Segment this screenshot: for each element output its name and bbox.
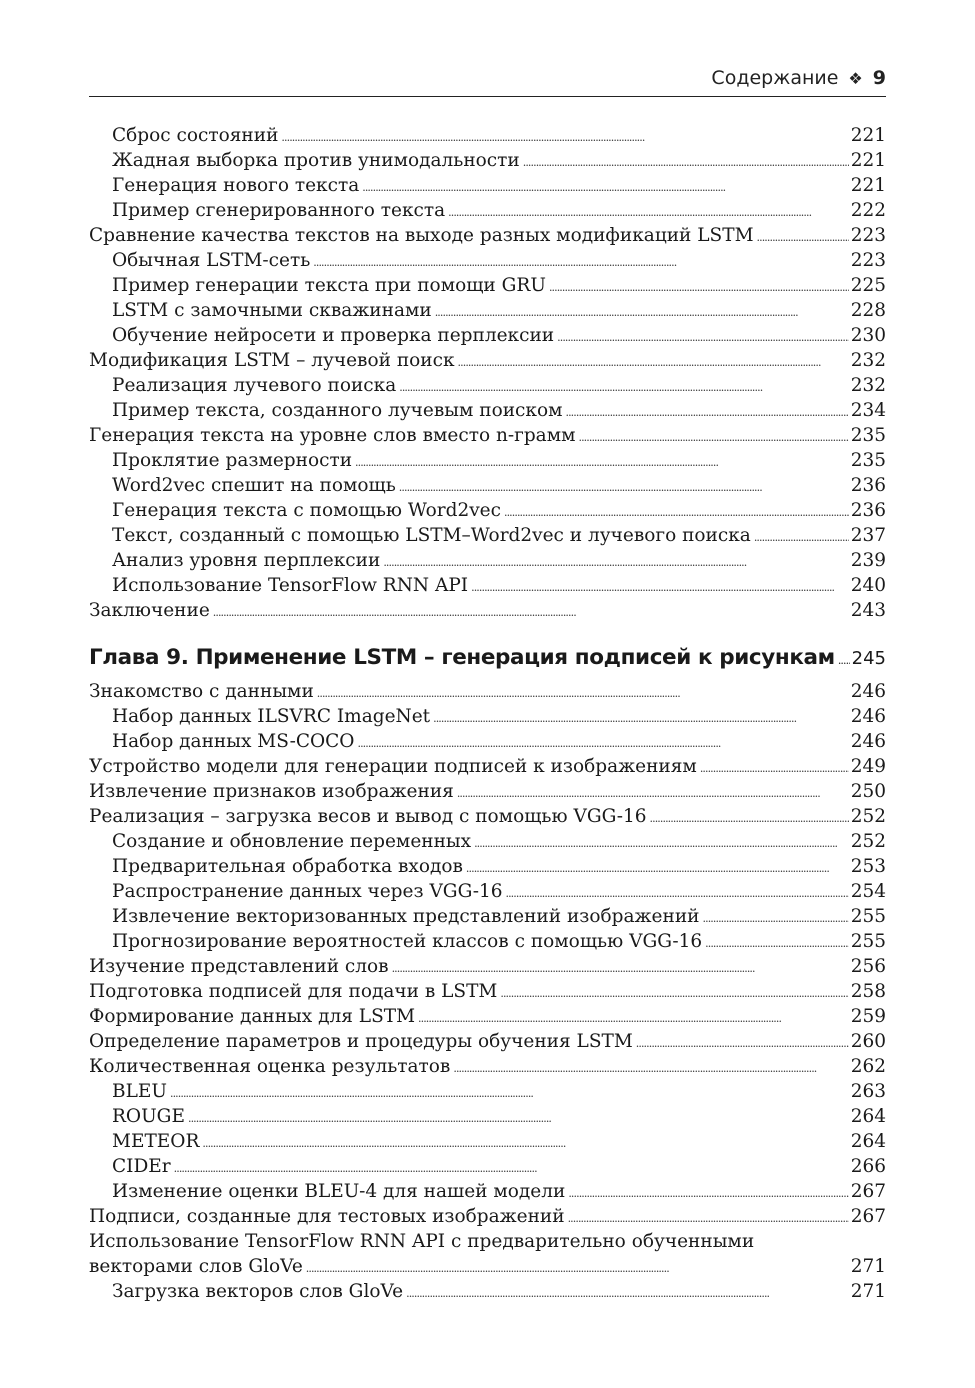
entry-page: 271 — [850, 1256, 886, 1277]
toc-entry — [89, 1179, 886, 1204]
entry-page: 221 — [850, 125, 886, 146]
toc-entry — [89, 1129, 886, 1154]
toc-entry — [89, 829, 886, 854]
toc-section-top — [89, 123, 886, 623]
leader-dots — [466, 854, 849, 881]
entry-page: 255 — [850, 906, 886, 927]
entry-title: Генерация нового текста — [112, 175, 360, 196]
entry-title: Сброс состояний — [112, 125, 279, 146]
chapter-title: Глава 9. Применение LSTM – генерация подписей к рисункам — [89, 645, 835, 670]
toc-entry — [89, 148, 886, 173]
entry-page: 246 — [850, 706, 886, 727]
entry-page: 243 — [850, 600, 886, 621]
toc-entry — [89, 1279, 886, 1304]
entry-title: Жадная выборка против унимодальности — [112, 150, 520, 171]
leader-dots — [471, 573, 849, 600]
entry-title: Создание и обновление переменных — [112, 831, 472, 852]
entry-page: 223 — [850, 250, 886, 271]
entry-page: 246 — [850, 681, 886, 702]
entry-page: 239 — [850, 550, 886, 571]
entry-page: 250 — [850, 781, 886, 802]
entry-title: Предварительная обработка входов — [112, 856, 463, 877]
entry-title: BLEU — [112, 1081, 167, 1102]
entry-title: Набор данных MS-COCO — [112, 731, 355, 752]
leader-dots — [399, 373, 848, 400]
entry-page: 240 — [850, 575, 886, 596]
leader-dots — [170, 1079, 849, 1106]
entry-page: 249 — [850, 756, 886, 777]
entry-title: Word2vec спешит на помощь — [112, 475, 396, 496]
leader-dots — [566, 398, 849, 425]
entry-page: 267 — [850, 1181, 886, 1202]
leader-dots — [636, 1029, 849, 1056]
leader-dots — [568, 1204, 849, 1231]
leader-dots — [317, 679, 849, 706]
leader-dots — [457, 779, 849, 806]
toc-entry — [89, 679, 886, 704]
entry-page: 260 — [850, 1031, 886, 1052]
leader-dots — [435, 298, 849, 325]
entry-page: 254 — [850, 881, 886, 902]
toc-entry — [89, 273, 886, 298]
toc-entry — [89, 1204, 886, 1229]
leader-dots — [355, 448, 849, 475]
leader-dots — [357, 729, 848, 756]
entry-title: Проклятие размерности — [112, 450, 353, 471]
toc-entry — [89, 1004, 886, 1029]
entry-page: 235 — [850, 425, 886, 446]
toc-entry — [89, 929, 886, 954]
entry-page: 221 — [850, 175, 886, 196]
toc-entry-wrapped-line2 — [89, 1254, 886, 1279]
toc-entry — [89, 804, 886, 829]
leader-dots — [306, 1254, 849, 1281]
leader-dots — [433, 704, 849, 731]
entry-title: Использование TensorFlow RNN API с предварительно обученными — [89, 1231, 755, 1252]
toc-entry-wrapped-line1 — [89, 1229, 886, 1254]
toc-entry — [89, 854, 886, 879]
entry-title: Знакомство с данными — [89, 681, 314, 702]
toc-entry — [89, 123, 886, 148]
entry-title: Формирование данных для LSTM — [89, 1006, 416, 1027]
leader-dots — [453, 1054, 848, 1081]
running-header — [89, 60, 886, 97]
leader-dots — [313, 248, 848, 275]
leader-dots — [174, 1154, 849, 1181]
entry-page: 264 — [850, 1106, 886, 1127]
entry-page: 267 — [850, 1206, 886, 1227]
entry-title: ROUGE — [112, 1106, 185, 1127]
entry-title: Реализация лучевого поиска — [112, 375, 397, 396]
toc-entry — [89, 979, 886, 1004]
entry-page: 252 — [850, 831, 886, 852]
entry-page: 252 — [850, 806, 886, 827]
entry-title: Изучение представлений слов — [89, 956, 389, 977]
entry-title: Определение параметров и процедуры обучения LSTM — [89, 1031, 633, 1052]
entry-title: Сравнение качества текстов на выходе разных модификаций LSTM — [89, 225, 754, 246]
entry-title: векторами слов GloVe — [89, 1256, 303, 1277]
entry-title: Генерация текста с помощью Word2vec — [112, 500, 501, 521]
toc-entry — [89, 323, 886, 348]
entry-page: 223 — [850, 225, 886, 246]
toc-entry — [89, 398, 886, 423]
toc-entry — [89, 298, 886, 323]
toc-entry — [89, 1154, 886, 1179]
entry-page: 266 — [850, 1156, 886, 1177]
leader-dots — [700, 754, 849, 781]
leader-dots — [703, 904, 849, 931]
toc-entry — [89, 704, 886, 729]
leader-dots — [557, 323, 849, 350]
entry-title: Извлечение признаков изображения — [89, 781, 454, 802]
entry-title: Распространение данных через VGG-16 — [112, 881, 503, 902]
leader-dots — [383, 548, 848, 575]
leader-dots — [500, 979, 848, 1006]
toc-entry — [89, 1079, 886, 1104]
entry-page: 271 — [850, 1281, 886, 1302]
entry-page: 253 — [850, 856, 886, 877]
entry-page: 256 — [850, 956, 886, 977]
leader-dots — [568, 1179, 848, 1206]
toc-entry — [89, 473, 886, 498]
entry-title: Изменение оценки BLEU-4 для нашей модели — [112, 1181, 566, 1202]
toc-entry — [89, 448, 886, 473]
entry-title: Обычная LSTM-сеть — [112, 250, 311, 271]
entry-page: 255 — [850, 931, 886, 952]
entry-title: Прогнозирование вероятностей классов с помощью VGG-16 — [112, 931, 703, 952]
entry-title: Модификация LSTM – лучевой поиск — [89, 350, 455, 371]
entry-page: 264 — [850, 1131, 886, 1152]
leader-dots — [549, 273, 849, 300]
toc-entry — [89, 954, 886, 979]
leader-dots — [506, 879, 849, 906]
leader-dots — [281, 123, 848, 150]
entry-title: Пример генерации текста при помощи GRU — [112, 275, 546, 296]
leader-dots — [474, 829, 849, 856]
entry-title: Реализация – загрузка весов и вывод с помощью VGG-16 — [89, 806, 647, 827]
entry-title: Количественная оценка результатов — [89, 1056, 451, 1077]
toc-entry — [89, 348, 886, 373]
leader-dots — [754, 523, 849, 550]
leader-dots — [458, 348, 849, 375]
toc-entry — [89, 198, 886, 223]
entry-title: Пример сгенерированного текста — [112, 200, 446, 221]
leader-dots — [504, 498, 849, 525]
toc-entry — [89, 879, 886, 904]
toc-entry — [89, 1029, 886, 1054]
entry-page: 236 — [850, 475, 886, 496]
leader-dots — [448, 198, 849, 225]
entry-page: 232 — [850, 350, 886, 371]
entry-title: Анализ уровня перплексии — [112, 550, 381, 571]
entry-page: 237 — [850, 525, 886, 546]
entry-page: 258 — [850, 981, 886, 1002]
leader-dots — [188, 1104, 849, 1131]
toc-entry — [89, 754, 886, 779]
chapter-heading — [89, 642, 886, 674]
entry-page: 262 — [850, 1056, 886, 1077]
section-title: Содержание — [711, 67, 839, 89]
entry-page: 221 — [850, 150, 886, 171]
toc-entry — [89, 248, 886, 273]
entry-title: Загрузка векторов слов GloVe — [112, 1281, 404, 1302]
page-number: 9 — [872, 67, 886, 89]
entry-title: Извлечение векторизованных представлений изображений — [112, 906, 700, 927]
leader-dots — [399, 473, 849, 500]
table-of-contents — [89, 123, 886, 1304]
toc-entry — [89, 1054, 886, 1079]
entry-title: Подписи, созданные для тестовых изображений — [89, 1206, 565, 1227]
toc-section-bottom — [89, 679, 886, 1229]
entry-title: Устройство модели для генерации подписей к изображениям — [89, 756, 697, 777]
ornament-icon: ❖ — [848, 68, 863, 88]
entry-page: 228 — [850, 300, 886, 321]
toc-entry — [89, 1104, 886, 1129]
toc-entry — [89, 498, 886, 523]
entry-page: 235 — [850, 450, 886, 471]
toc-entry — [89, 729, 886, 754]
leader-dots — [838, 643, 850, 677]
entry-title: LSTM с замочными скважинами — [112, 300, 432, 321]
entry-page: 263 — [850, 1081, 886, 1102]
leader-dots — [202, 1129, 848, 1156]
toc-entry — [89, 173, 886, 198]
entry-title: METEOR — [112, 1131, 200, 1152]
entry-page: 232 — [850, 375, 886, 396]
leader-dots — [406, 1279, 849, 1306]
entry-title: Набор данных ILSVRC ImageNet — [112, 706, 431, 727]
leader-dots — [418, 1004, 849, 1031]
leader-dots — [362, 173, 848, 200]
entry-title: Текст, созданный с помощью LSTM–Word2vec и лучевого поиска — [112, 525, 751, 546]
entry-title: CIDEr — [112, 1156, 171, 1177]
leader-dots — [705, 929, 849, 956]
entry-page: 230 — [850, 325, 886, 346]
toc-entry — [89, 598, 886, 623]
entry-page: 259 — [850, 1006, 886, 1027]
toc-entry — [89, 373, 886, 398]
entry-title: Использование TensorFlow RNN API — [112, 575, 469, 596]
leader-dots — [213, 598, 849, 625]
toc-entry — [89, 223, 886, 248]
leader-dots — [757, 223, 849, 250]
leader-dots — [392, 954, 849, 981]
entry-page: 236 — [850, 500, 886, 521]
toc-entry — [89, 423, 886, 448]
chapter-page: 245 — [851, 648, 886, 669]
leader-dots — [523, 148, 849, 175]
leader-dots — [578, 423, 848, 450]
entry-title: Заключение — [89, 600, 210, 621]
toc-section-last — [89, 1279, 886, 1304]
toc-entry — [89, 573, 886, 598]
toc-entry — [89, 779, 886, 804]
entry-title: Генерация текста на уровне слов вместо n-грамм — [89, 425, 576, 446]
entry-page: 222 — [850, 200, 886, 221]
entry-page: 246 — [850, 731, 886, 752]
entry-title: Пример текста, созданного лучевым поиском — [112, 400, 563, 421]
leader-dots — [650, 804, 849, 831]
entry-page: 234 — [850, 400, 886, 421]
toc-entry — [89, 548, 886, 573]
toc-entry — [89, 904, 886, 929]
entry-title: Подготовка подписей для подачи в LSTM — [89, 981, 498, 1002]
toc-entry — [89, 523, 886, 548]
entry-title: Обучение нейросети и проверка перплексии — [112, 325, 555, 346]
entry-page: 225 — [850, 275, 886, 296]
